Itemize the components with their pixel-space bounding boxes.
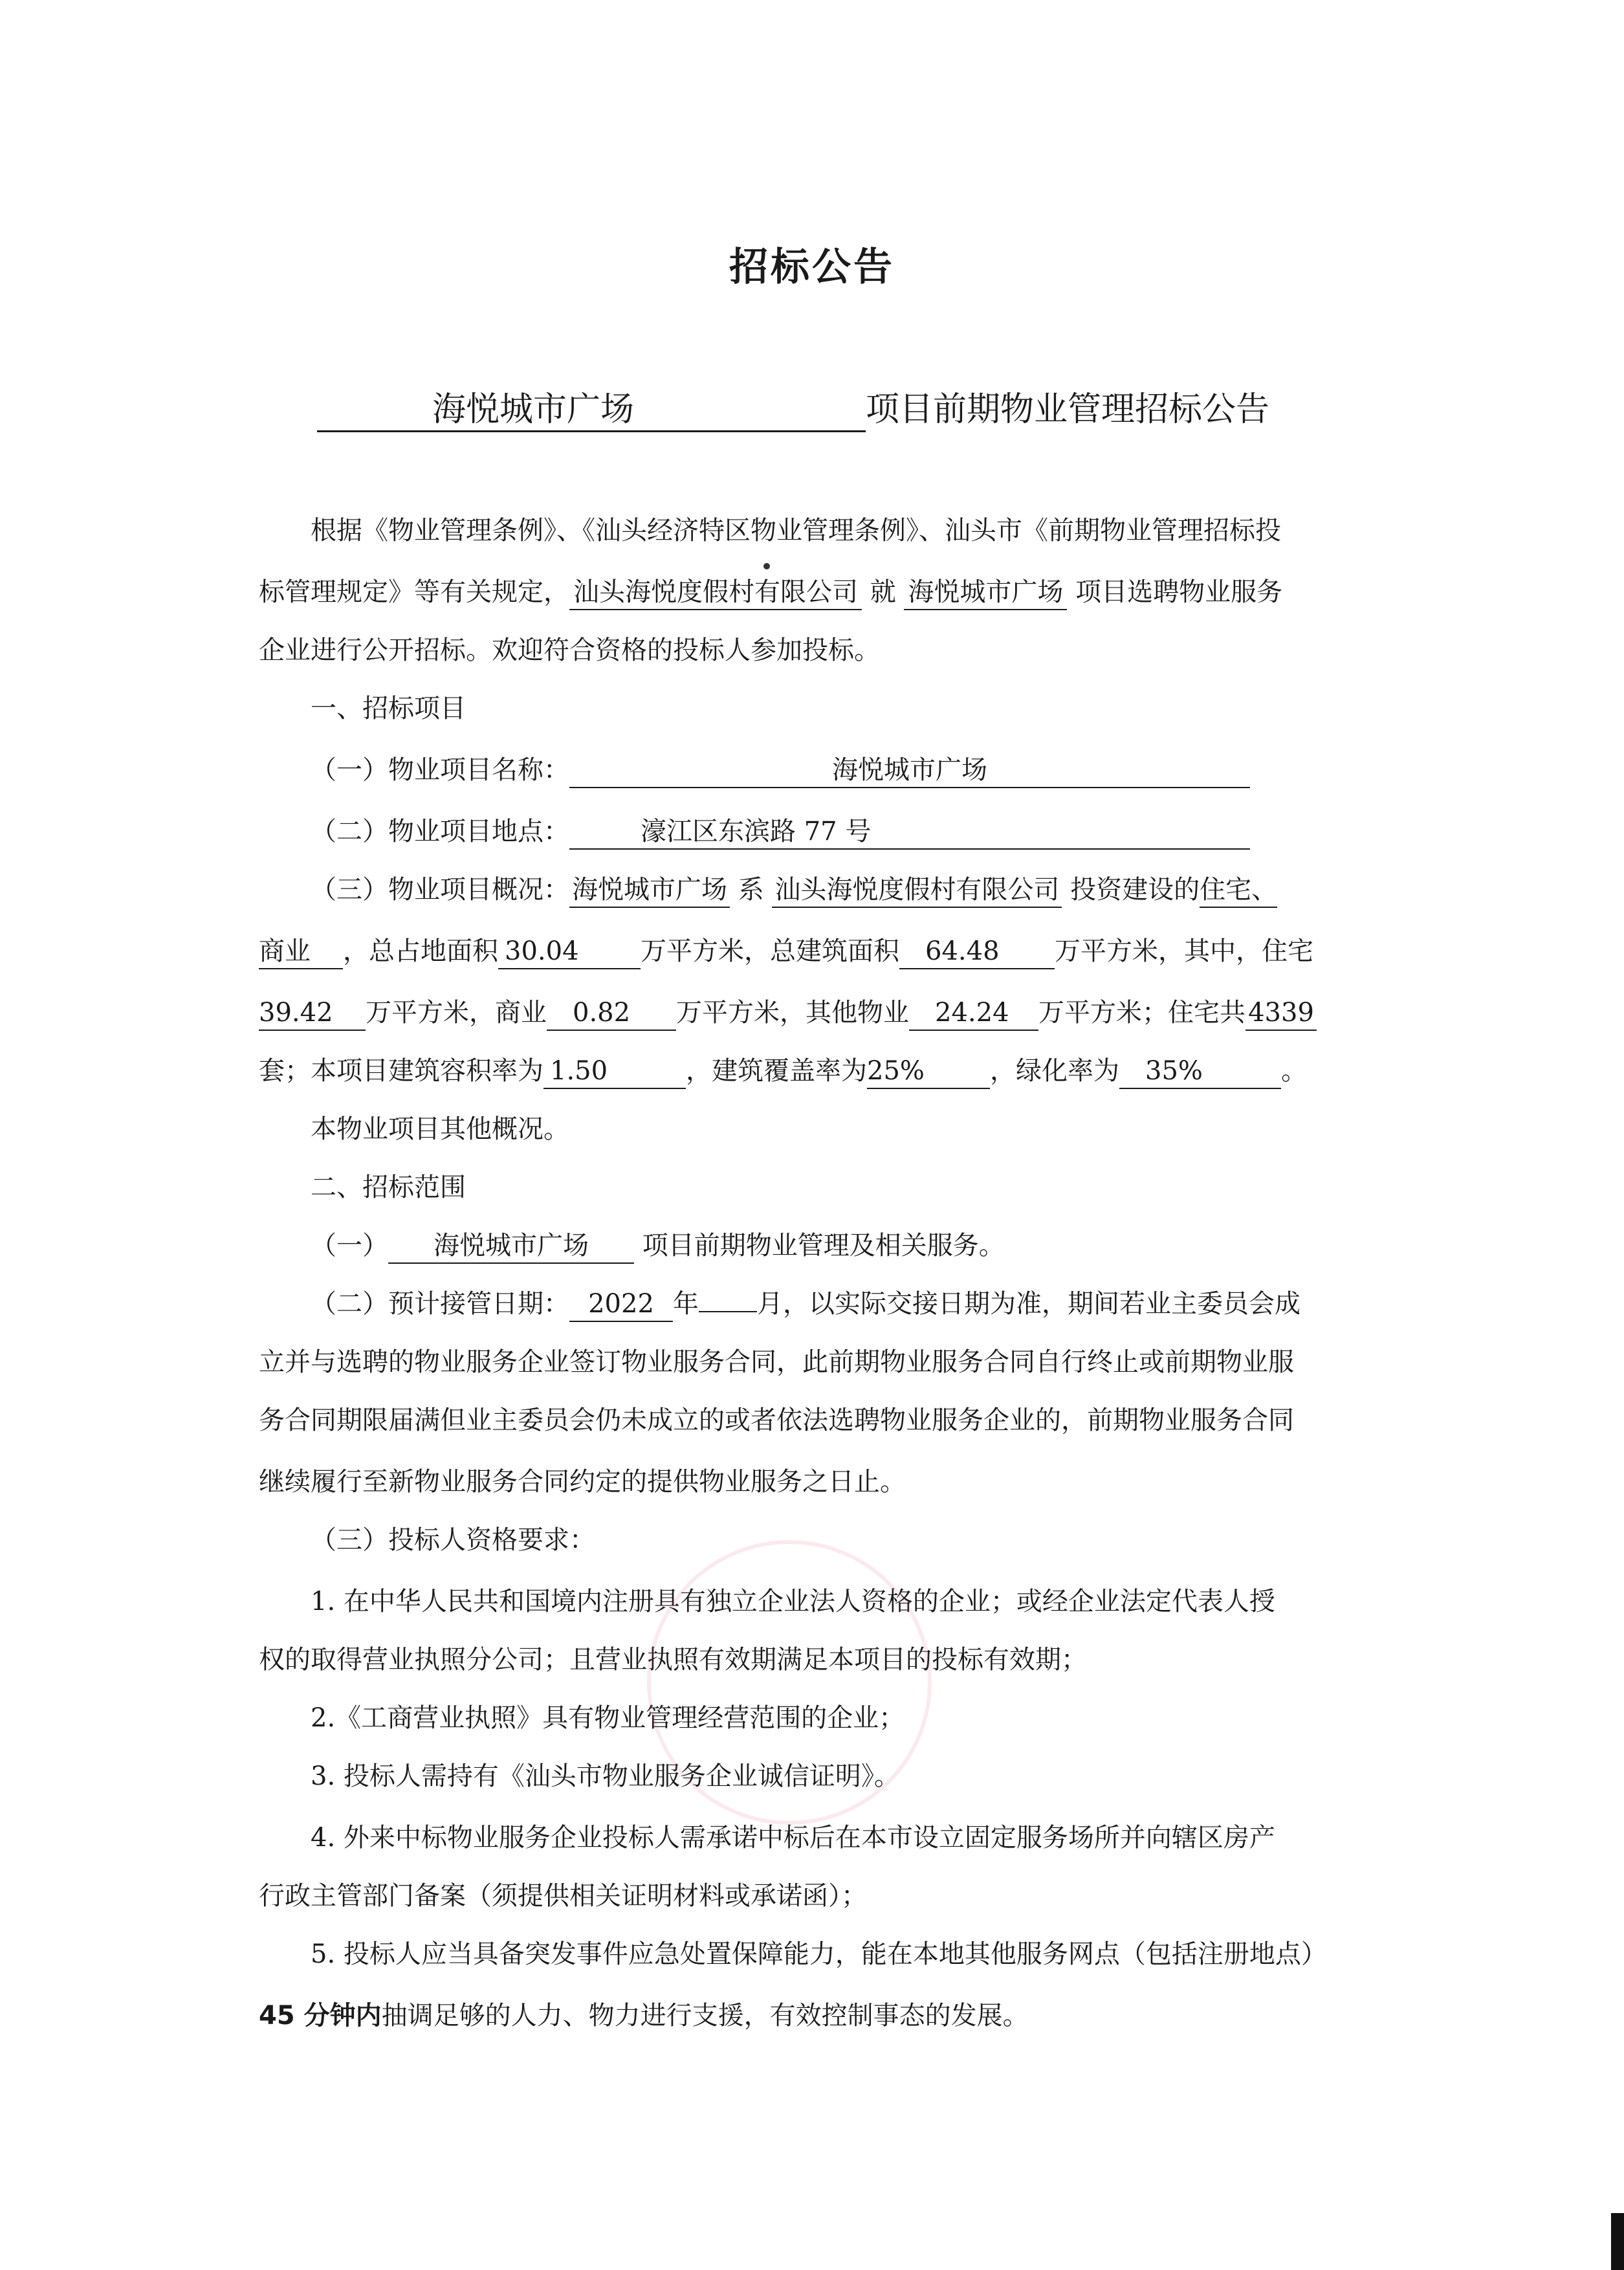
qualification-text: 抽调足够的人力、物力进行支援，有效控制事态的发展。 bbox=[381, 2001, 1029, 2031]
overview-text: 万平方米，商业 bbox=[366, 998, 547, 1028]
overview-text: 套；本项目建筑容积率为 bbox=[259, 1056, 543, 1086]
takeover-paragraph-line: 务合同期限届满但业主委员会仍未成立的或者依法选聘物业服务企业的，前期物业服务合同 bbox=[259, 1405, 1294, 1435]
qualification-item-5: 5. 投标人应当具备突发事件应急处置保障能力，能在本地其他服务网点（包括注册地点） bbox=[311, 1939, 1327, 1969]
subtitle bbox=[317, 382, 1269, 432]
project-address-label: （二）物业项目地点： bbox=[311, 817, 569, 846]
overview-line-3 bbox=[259, 993, 1385, 1032]
faint-seal-mark bbox=[647, 1540, 932, 1825]
other-area-value: 24.24 bbox=[909, 996, 1038, 1031]
qualification-item-2: 2.《工商营业执照》具有物业管理经营范围的企业； bbox=[311, 1703, 905, 1733]
overview-type: 商业 bbox=[259, 934, 343, 969]
intro-line-1: 根据《物业管理条例》、《汕头经济特区物业管理条例》、汕头市《前期物业管理招标投 bbox=[311, 516, 1281, 545]
overview-text: ，建筑覆盖率为 bbox=[686, 1056, 867, 1086]
intro-text: 标管理规定》等有关规定， bbox=[259, 577, 569, 607]
project-name-row bbox=[311, 751, 1385, 789]
project-name-label: （一）物业项目名称： bbox=[311, 755, 569, 785]
overview-company: 汕头海悦度假村有限公司 bbox=[772, 873, 1062, 908]
coverage-ratio-value: 25% bbox=[867, 1054, 990, 1089]
overview-text: 投资建设的 bbox=[1070, 875, 1200, 905]
building-area-value: 64.48 bbox=[899, 934, 1055, 969]
intro-company: 汕头海悦度假村有限公司 bbox=[569, 575, 862, 610]
commercial-area-value: 0.82 bbox=[547, 996, 676, 1031]
takeover-date-row bbox=[311, 1284, 1385, 1323]
residential-area-value: 39.42 bbox=[259, 996, 366, 1031]
qualification-item-4: 4. 外来中标物业服务企业投标人需承诺中标后在本市设立固定服务场所并向辖区房产 bbox=[311, 1823, 1275, 1853]
takeover-paragraph-line: 继续履行至新物业服务合同约定的提供物业服务之日止。 bbox=[259, 1467, 906, 1497]
subtitle-suffix: 项目前期物业管理招标公告 bbox=[866, 390, 1270, 429]
takeover-paragraph-line: 立并与选聘的物业服务企业签订物业服务合同，此前期物业服务合同自行终止或前期物业服 bbox=[259, 1347, 1294, 1377]
qualification-item-1: 1. 在中华人民共和国境内注册具有独立企业法人资格的企业；或经企业法定代表人授 bbox=[311, 1587, 1275, 1616]
scope-text: 项目前期物业管理及相关服务。 bbox=[642, 1231, 1005, 1261]
qualification-item-5-cont bbox=[259, 1996, 1385, 2035]
takeover-text: 月，以实际交接日期为准，期间若业主委员会成 bbox=[757, 1289, 1300, 1319]
overview-line-1 bbox=[311, 870, 1385, 909]
overview-label: （三）物业项目概况： bbox=[311, 875, 569, 905]
land-area-value: 30.04 bbox=[498, 934, 641, 969]
intro-project: 海悦城市广场 bbox=[904, 575, 1067, 610]
residential-units-value: 4339 bbox=[1245, 996, 1317, 1031]
project-name-value: 海悦城市广场 bbox=[569, 753, 1250, 788]
overview-text: 。 bbox=[1281, 1056, 1307, 1086]
overview-text: ，总占地面积 bbox=[343, 936, 498, 966]
takeover-date-label: （二）预计接管日期： bbox=[311, 1289, 569, 1319]
intro-text: 项目选聘物业服务 bbox=[1075, 577, 1283, 607]
scan-edge-mark bbox=[1611, 2213, 1624, 2270]
scope-row bbox=[311, 1226, 1385, 1265]
project-address-row bbox=[311, 812, 1385, 851]
overview-line-4 bbox=[259, 1052, 1385, 1090]
overview-text: 万平方米，其他物业 bbox=[676, 998, 909, 1028]
overview-project: 海悦城市广场 bbox=[569, 873, 730, 908]
overview-text: 万平方米，总建筑面积 bbox=[641, 936, 899, 966]
takeover-year: 2022 bbox=[569, 1287, 673, 1322]
overview-text: 万平方米；住宅共 bbox=[1038, 998, 1245, 1028]
subtitle-project: 海悦城市广场 bbox=[317, 389, 866, 432]
qualification-item-4-cont: 行政主管部门备案（须提供相关证明材料或承诺函）； bbox=[259, 1881, 867, 1911]
page-title: 招标公告 bbox=[729, 245, 895, 290]
takeover-text: 年 bbox=[673, 1289, 699, 1319]
response-time-emphasis: 45 分钟内 bbox=[259, 2001, 382, 2031]
intro-line-3: 企业进行公开招标。欢迎符合资格的投标人参加投标。 bbox=[259, 635, 880, 665]
section-1-heading: 一、招标项目 bbox=[311, 694, 466, 723]
scan-speck bbox=[763, 563, 770, 569]
overview-line-2 bbox=[259, 932, 1385, 971]
qualification-heading: （三）投标人资格要求： bbox=[311, 1525, 595, 1555]
scope-label: （一） bbox=[311, 1231, 388, 1261]
qualification-item-1-cont: 权的取得营业执照分公司；且营业执照有效期满足本项目的投标有效期； bbox=[259, 1645, 1087, 1675]
overview-type: 住宅、 bbox=[1200, 873, 1277, 908]
project-other-overview: 本物业项目其他概况。 bbox=[311, 1114, 569, 1144]
intro-line-2 bbox=[259, 573, 1385, 612]
intro-text: 就 bbox=[870, 577, 896, 607]
overview-text: 系 bbox=[738, 875, 764, 905]
qualification-item-3: 3. 投标人需持有《汕头市物业服务企业诚信证明》。 bbox=[311, 1761, 900, 1791]
green-ratio-value: 35% bbox=[1119, 1054, 1281, 1089]
project-address-value: 濠江区东滨路 77 号 bbox=[569, 815, 1250, 850]
overview-text: 万平方米，其中，住宅 bbox=[1055, 936, 1313, 966]
overview-text: ，绿化率为 bbox=[990, 1056, 1119, 1086]
floor-area-ratio-value: 1.50 bbox=[543, 1054, 686, 1089]
scope-project: 海悦城市广场 bbox=[388, 1229, 634, 1264]
takeover-month bbox=[699, 1311, 757, 1312]
section-2-heading: 二、招标范围 bbox=[311, 1173, 466, 1202]
